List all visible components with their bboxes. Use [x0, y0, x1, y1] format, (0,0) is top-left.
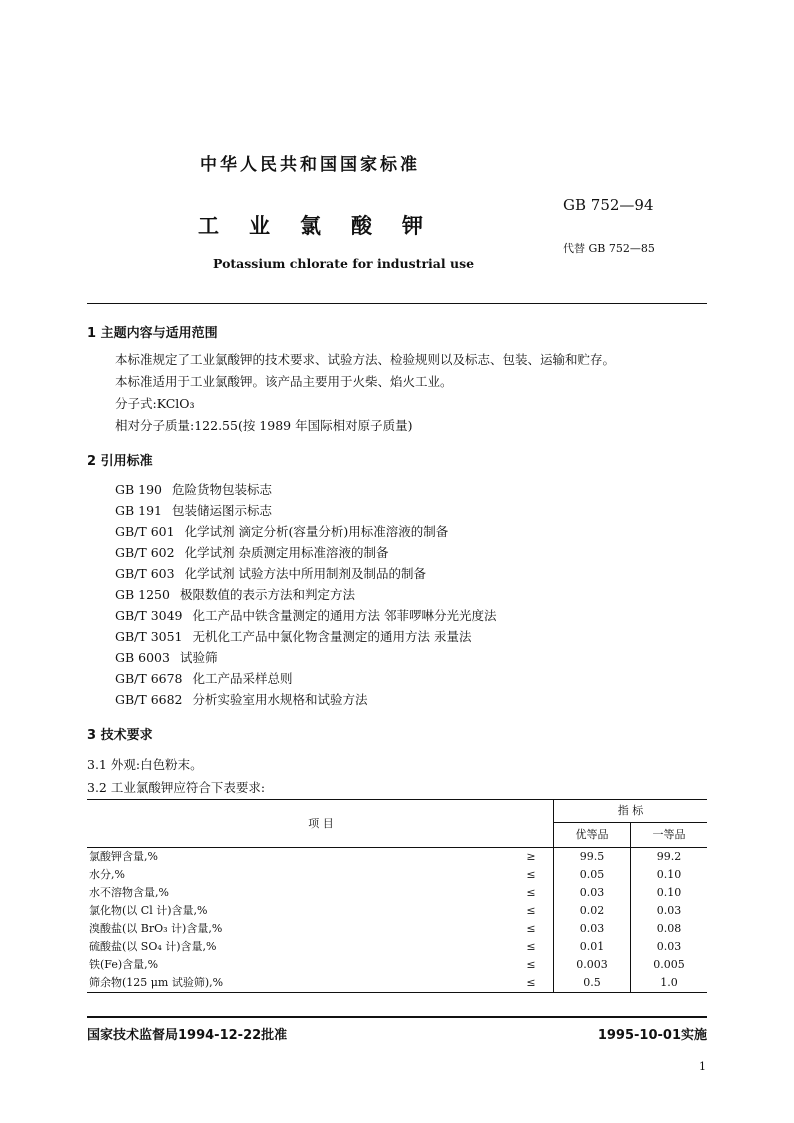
- reference-item: [115, 542, 497, 563]
- section-3-heading: 3 技术要求: [87, 728, 153, 743]
- reference-item: [115, 521, 497, 542]
- reference-title: 试验筛: [179, 650, 218, 665]
- reference-item: [115, 626, 497, 647]
- replaces-standard: 代替 GB 752—85: [563, 242, 655, 255]
- reference-item: [115, 479, 497, 500]
- document-title-en: Potassium chlorate for industrial use: [213, 256, 475, 271]
- reference-item: [115, 563, 497, 584]
- row-symbol: ≤: [526, 958, 536, 971]
- row-grade-2: 0.03: [631, 938, 708, 956]
- section-1-line-3: 分子式:KClO₃: [115, 396, 195, 411]
- reference-item: [115, 500, 497, 521]
- header-index: 指 标: [554, 800, 708, 823]
- reference-code: GB/T 602: [115, 545, 175, 560]
- reference-code: GB/T 6678: [115, 671, 183, 686]
- header-grade-1: 优等品: [554, 823, 631, 848]
- row-grade-2: 0.10: [631, 866, 708, 884]
- row-grade-1: 0.01: [554, 938, 631, 956]
- reference-code: GB/T 6682: [115, 692, 183, 707]
- row-grade-2: 99.2: [631, 848, 708, 867]
- row-symbol: ≤: [526, 886, 536, 899]
- reference-item: [115, 605, 497, 626]
- implementation-date: 1995-10-01实施: [597, 1028, 707, 1043]
- table-row: [87, 848, 707, 867]
- row-grade-1: 0.02: [554, 902, 631, 920]
- reference-code: GB 190: [115, 482, 163, 497]
- reference-item: [115, 668, 497, 689]
- row-item: 溴酸盐(以 BrO₃ 计)含量,%: [89, 922, 223, 935]
- reference-title: 包装储运图示标志: [172, 503, 273, 518]
- table-header-row: [87, 800, 707, 823]
- table-row: [87, 956, 707, 974]
- reference-code: GB/T 3049: [115, 608, 183, 623]
- row-symbol: ≤: [526, 904, 536, 917]
- section-1-line-2: 本标准适用于工业氯酸钾。该产品主要用于火柴、焰火工业。: [115, 374, 453, 389]
- reference-code: GB 191: [115, 503, 163, 518]
- row-symbol: ≥: [526, 850, 536, 863]
- reference-code: GB 1250: [115, 587, 170, 602]
- row-grade-2: 0.10: [631, 884, 708, 902]
- reference-title: 化学试剂 杂质测定用标准溶液的制备: [184, 545, 389, 560]
- reference-code: GB 6003: [115, 650, 170, 665]
- table-row: [87, 884, 707, 902]
- row-symbol: ≤: [509, 974, 554, 993]
- reference-title: 化学试剂 试验方法中所用制剂及制品的制备: [184, 566, 427, 581]
- reference-item: [115, 584, 497, 605]
- row-item: 氯酸钾含量,%: [89, 850, 158, 863]
- reference-title: 化工产品中铁含量测定的通用方法 邻菲啰啉分光光度法: [192, 608, 497, 623]
- row-grade-2: 0.08: [631, 920, 708, 938]
- row-grade-1: 0.003: [554, 956, 631, 974]
- table-row: [87, 902, 707, 920]
- row-grade-2: 0.005: [631, 956, 708, 974]
- section-3-1: 3.1 外观:白色粉末。: [87, 757, 203, 772]
- row-grade-1: 99.5: [554, 848, 631, 867]
- reference-title: 化学试剂 滴定分析(容量分析)用标准溶液的制备: [184, 524, 449, 539]
- reference-item: [115, 689, 497, 710]
- reference-code: GB/T 603: [115, 566, 175, 581]
- row-item: 筛余物(125 μm 试验筛),%: [87, 974, 509, 993]
- section-3-2: 3.2 工业氯酸钾应符合下表要求:: [87, 780, 266, 795]
- section-1-line-1: 本标准规定了工业氯酸钾的技术要求、试验方法、检验规则以及标志、包装、运输和贮存。: [115, 352, 616, 367]
- reference-code: GB/T 601: [115, 524, 175, 539]
- footer-divider: [87, 1016, 707, 1018]
- reference-title: 危险货物包装标志: [172, 482, 273, 497]
- header-item: 项 目: [87, 800, 554, 848]
- row-grade-2: 1.0: [631, 974, 708, 993]
- section-2-heading: 2 引用标准: [87, 454, 153, 469]
- approval-line: 国家技术监督局1994-12-22批准: [87, 1028, 288, 1043]
- standard-number-text: GB 752—94: [563, 196, 654, 214]
- document-title-cn: 工业氯酸钾: [198, 214, 453, 238]
- page-number: 1: [699, 1060, 706, 1073]
- row-grade-1: 0.05: [554, 866, 631, 884]
- reference-item: [115, 647, 497, 668]
- reference-title: 无机化工产品中氯化物含量测定的通用方法 汞量法: [192, 629, 472, 644]
- row-item: 氯化物(以 Cl 计)含量,%: [89, 904, 208, 917]
- reference-list: [115, 479, 497, 710]
- row-grade-2: 0.03: [631, 902, 708, 920]
- row-item: 硫酸盐(以 SO₄ 计)含量,%: [89, 940, 217, 953]
- row-grade-1: 0.5: [554, 974, 631, 993]
- row-symbol: ≤: [526, 940, 536, 953]
- row-item: 铁(Fe)含量,%: [89, 958, 159, 971]
- table-row: [87, 938, 707, 956]
- reference-title: 分析实验室用水规格和试验方法: [192, 692, 368, 707]
- row-symbol: ≤: [526, 868, 536, 881]
- table-row: [87, 920, 707, 938]
- specification-table: [87, 799, 707, 993]
- national-standard-heading: 中华人民共和国国家标准: [200, 155, 420, 175]
- header-divider: [87, 303, 707, 304]
- section-1-heading: 1 主题内容与适用范围: [87, 326, 218, 341]
- header-grade-2: 一等品: [631, 823, 708, 848]
- row-item: 水不溶物含量,%: [89, 886, 169, 899]
- standard-number: [563, 196, 654, 214]
- row-symbol: ≤: [526, 922, 536, 935]
- table-row: [87, 866, 707, 884]
- row-grade-1: 0.03: [554, 920, 631, 938]
- section-1-line-4: 相对分子质量:122.55(按 1989 年国际相对原子质量): [115, 418, 413, 433]
- table-row: [87, 974, 707, 993]
- row-grade-1: 0.03: [554, 884, 631, 902]
- reference-title: 化工产品采样总则: [192, 671, 293, 686]
- row-item: 水分,%: [89, 868, 125, 881]
- reference-code: GB/T 3051: [115, 629, 183, 644]
- reference-title: 极限数值的表示方法和判定方法: [179, 587, 355, 602]
